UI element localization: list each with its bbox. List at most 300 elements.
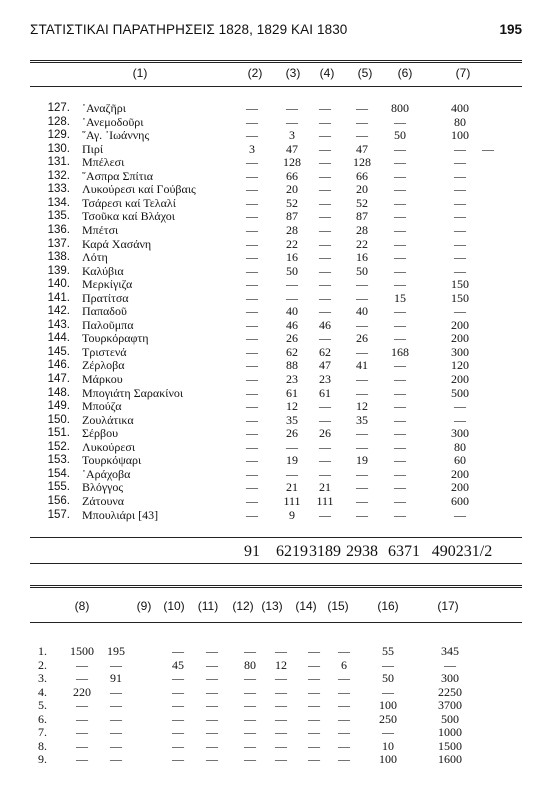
- place-name: Μπουλιάρι [43]: [82, 507, 159, 522]
- table-cell: —: [394, 236, 406, 251]
- row-number: 2.: [38, 657, 47, 672]
- table-cell: —: [356, 493, 368, 508]
- table-cell: 26: [286, 331, 298, 346]
- table-cell: —: [308, 644, 320, 658]
- table-cell: —: [246, 466, 258, 481]
- row-number: 157.: [47, 508, 70, 521]
- table-row: [0, 740, 550, 753]
- table-cell: —: [319, 250, 331, 265]
- place-name: ῞Αγ. ᾽Ιωάννης: [82, 128, 150, 143]
- table-cell: —: [356, 277, 368, 292]
- place-name: Παπαδοῦ: [82, 304, 127, 319]
- table-cell: —: [394, 507, 406, 522]
- row-number: 140.: [47, 278, 70, 291]
- table-cell: —: [246, 493, 258, 508]
- table-row: [0, 265, 550, 278]
- table-cell: 500: [441, 711, 459, 726]
- row-number: 6.: [38, 711, 47, 726]
- table-cell: 6: [341, 657, 347, 672]
- table-cell: 12: [275, 657, 287, 672]
- table-cell: —: [319, 114, 331, 129]
- table-cell: —: [275, 738, 287, 753]
- table-row: [0, 238, 550, 251]
- place-name: ῞Ασπρα Σπίτια: [82, 168, 154, 183]
- table-cell: 66: [356, 168, 368, 183]
- table-cell: 200: [451, 466, 469, 481]
- table-row: [0, 699, 550, 712]
- table-cell: —: [206, 725, 218, 739]
- table-row: [0, 645, 550, 658]
- table-cell: —: [244, 752, 256, 766]
- table2-column-header: (10): [163, 599, 185, 613]
- table-cell: 40: [356, 304, 368, 319]
- table-row: [0, 183, 550, 196]
- table-cell: —: [246, 372, 258, 386]
- table-cell: 50: [382, 671, 394, 685]
- table-cell: —: [206, 684, 218, 699]
- table-cell: —: [319, 155, 331, 170]
- table-cell: 100: [379, 698, 397, 712]
- table-cell: —: [246, 155, 258, 170]
- table1-column-header: (4): [319, 66, 335, 80]
- table-cell: 61: [286, 385, 298, 400]
- table-cell: —: [206, 711, 218, 726]
- table-cell: —: [394, 466, 406, 481]
- table-cell: —: [172, 752, 184, 766]
- table-cell: —: [394, 182, 406, 197]
- table-cell: —: [394, 358, 406, 373]
- table-cell: —: [319, 453, 331, 468]
- row-number: 7.: [38, 725, 47, 739]
- row-number: 143.: [47, 318, 70, 331]
- row-number: 141.: [47, 291, 70, 304]
- table-cell: 62: [286, 344, 298, 359]
- table-cell: —: [308, 725, 320, 739]
- table-row: [0, 441, 550, 454]
- row-number: 129.: [47, 129, 70, 142]
- table-row: [0, 278, 550, 291]
- place-name: Μερκίγιζα: [82, 277, 133, 292]
- total-cell: 490231/2: [431, 543, 493, 560]
- place-name: Παλοῦμπα: [82, 317, 134, 332]
- table-cell: —: [394, 331, 406, 346]
- table-cell: 66: [286, 168, 298, 183]
- table-cell: —: [319, 222, 331, 237]
- table-cell: —: [338, 725, 350, 739]
- table-cell: —: [444, 657, 456, 672]
- table-cell: 62: [319, 344, 331, 359]
- total-cell: 2938: [346, 543, 378, 560]
- table-cell: —: [394, 493, 406, 508]
- table-cell: 200: [451, 480, 469, 495]
- table-cell: 3700: [438, 698, 462, 712]
- table-cell: —: [394, 453, 406, 468]
- table-cell: 50: [356, 263, 368, 278]
- place-name: Πρατίτσα: [82, 290, 129, 305]
- table-cell: —: [246, 182, 258, 197]
- row-number: 9.: [38, 752, 47, 766]
- table-cell: 46: [319, 317, 331, 332]
- table-cell: 50: [394, 128, 406, 143]
- table-cell: 21: [286, 480, 298, 495]
- table-cell: 16: [286, 250, 298, 265]
- table-row: [0, 495, 550, 508]
- table-cell: —: [319, 195, 331, 210]
- row-number: 138.: [47, 251, 70, 264]
- row-number: 132.: [47, 169, 70, 182]
- table-cell: —: [356, 426, 368, 441]
- row-number: 154.: [47, 467, 70, 480]
- table-cell: —: [206, 698, 218, 712]
- table2-column-header: (9): [136, 599, 152, 613]
- table-cell: 111: [316, 493, 334, 508]
- running-header: [30, 22, 522, 42]
- table-row: [0, 373, 550, 386]
- table-cell: —: [275, 752, 287, 766]
- table-cell: —: [110, 725, 122, 739]
- table-cell: —: [394, 412, 406, 427]
- table-row: [0, 387, 550, 400]
- table-cell: —: [319, 168, 331, 183]
- table-cell: 26: [356, 331, 368, 346]
- table-cell: —: [206, 671, 218, 685]
- table-cell: 300: [451, 344, 469, 359]
- row-number: 8.: [38, 738, 47, 753]
- table-cell: 47: [319, 358, 331, 373]
- place-name: Σέρβου: [82, 426, 119, 441]
- table-cell: 500: [451, 385, 469, 400]
- table-cell: 45: [172, 657, 184, 672]
- table-row: [0, 713, 550, 726]
- table-cell: —: [246, 290, 258, 305]
- table-cell: 20: [356, 182, 368, 197]
- table-cell: —: [454, 195, 466, 210]
- place-name: Λυκούρεσι καί Γούβαις: [82, 182, 196, 197]
- table-cell: —: [76, 738, 88, 753]
- table1-bottom-rule: [30, 563, 522, 564]
- table-cell: —: [275, 644, 287, 658]
- table-cell: —: [76, 752, 88, 766]
- table-cell: —: [275, 684, 287, 699]
- table-cell: 60: [454, 453, 466, 468]
- table-cell: —: [246, 439, 258, 454]
- table-cell: —: [246, 209, 258, 224]
- table2-column-header: (15): [327, 599, 349, 613]
- table-cell: 128: [283, 155, 301, 170]
- table-cell: —: [319, 507, 331, 522]
- table-row: [0, 210, 550, 223]
- table-cell: —: [319, 439, 331, 454]
- table-cell: —: [356, 114, 368, 129]
- row-number: 150.: [47, 413, 70, 426]
- table-cell: —: [356, 507, 368, 522]
- table-row: [0, 156, 550, 169]
- table-cell: 26: [319, 426, 331, 441]
- row-number: 134.: [47, 196, 70, 209]
- table-cell: —: [454, 250, 466, 265]
- table2-top-rule: [30, 585, 522, 588]
- table-cell: —: [286, 466, 298, 481]
- table-cell: —: [338, 711, 350, 726]
- table-cell: —: [275, 725, 287, 739]
- table-cell: —: [246, 195, 258, 210]
- row-number: 147.: [47, 373, 70, 385]
- table-cell: —: [356, 372, 368, 386]
- table2-column-header: (14): [295, 599, 317, 613]
- table-cell: —: [286, 290, 298, 305]
- table-cell: 91: [110, 671, 122, 685]
- place-name: Τσάρεσι καί Τελαλί: [82, 195, 176, 210]
- table-cell: 300: [451, 426, 469, 441]
- place-name: Μπογιάτη Σαρακίνοι: [82, 385, 184, 400]
- row-number: 145.: [47, 345, 70, 358]
- table-cell: —: [308, 684, 320, 699]
- table-cell: —: [308, 698, 320, 712]
- table-cell: —: [244, 671, 256, 685]
- table-cell: —: [338, 738, 350, 753]
- table-cell: —: [338, 671, 350, 685]
- table-cell: —: [246, 385, 258, 400]
- table-cell: —: [319, 182, 331, 197]
- table-cell: —: [394, 372, 406, 386]
- total-cell: 91: [244, 543, 260, 560]
- table-cell: —: [394, 263, 406, 278]
- table-cell: —: [246, 277, 258, 292]
- table-cell: 100: [379, 752, 397, 766]
- table1-column-header: (7): [455, 66, 471, 80]
- table-cell: —: [356, 317, 368, 332]
- row-number: 142.: [47, 305, 70, 318]
- row-number: 133.: [47, 183, 70, 196]
- table-cell: 220: [73, 684, 91, 699]
- table-cell: —: [319, 331, 331, 346]
- table-row: [0, 197, 550, 210]
- table-cell: —: [454, 304, 466, 319]
- table-cell: —: [246, 250, 258, 265]
- row-number: 136.: [47, 223, 70, 236]
- row-number: 130.: [47, 142, 70, 155]
- table-cell: —: [454, 412, 466, 427]
- table-cell: 16: [356, 250, 368, 265]
- table-cell: —: [244, 725, 256, 739]
- table-cell: —: [246, 507, 258, 522]
- table-cell: —: [454, 263, 466, 278]
- table-cell: 47: [286, 141, 298, 156]
- table-cell: —: [308, 738, 320, 753]
- table-cell: 80: [244, 657, 256, 672]
- table1-column-header: (6): [397, 66, 413, 80]
- table-cell: —: [308, 657, 320, 672]
- table-cell: —: [246, 480, 258, 495]
- table-cell: —: [394, 304, 406, 319]
- table-cell: —: [454, 182, 466, 197]
- table-cell: —: [172, 725, 184, 739]
- table-cell: —: [319, 466, 331, 481]
- table-cell: —: [110, 752, 122, 766]
- table-row: [0, 305, 550, 318]
- table1-column-header: (1): [132, 66, 148, 80]
- table-cell: —: [454, 222, 466, 237]
- table-cell: 19: [356, 453, 368, 468]
- place-name: Ζάτουνα: [82, 493, 125, 508]
- table-cell: 28: [286, 222, 298, 237]
- place-name: Μπέλεσι: [82, 155, 125, 170]
- place-name: ῾Αναζῆρι: [82, 101, 126, 115]
- table-cell: —: [206, 657, 218, 672]
- table-cell: 35: [356, 412, 368, 427]
- table-cell: 128: [353, 155, 371, 170]
- table-cell: —: [356, 290, 368, 305]
- table-cell: 1500: [70, 644, 94, 658]
- place-name: Τουρκόψαρι: [82, 453, 142, 468]
- row-number: 5.: [38, 698, 47, 712]
- table-cell: —: [394, 480, 406, 495]
- table-cell: —: [172, 698, 184, 712]
- row-number: 151.: [47, 427, 70, 440]
- table-row: [0, 359, 550, 372]
- table-cell: 41: [356, 358, 368, 373]
- table-cell: —: [246, 344, 258, 359]
- table-cell: —: [110, 711, 122, 726]
- place-name: Καλύβια: [82, 263, 124, 278]
- table-cell: —: [246, 358, 258, 373]
- table-cell: —: [356, 439, 368, 454]
- table1-column-header: (3): [285, 66, 301, 80]
- table-cell: —: [308, 711, 320, 726]
- row-number: 155.: [47, 481, 70, 494]
- place-name: ῾Ανεμοδοῦρι: [82, 114, 144, 129]
- table-cell: —: [356, 128, 368, 143]
- table-cell: —: [110, 738, 122, 753]
- table-cell: —: [110, 684, 122, 699]
- table-cell: 150: [451, 290, 469, 305]
- table-cell: —: [172, 644, 184, 658]
- table-cell: 12: [286, 399, 298, 414]
- table-cell: —: [206, 738, 218, 753]
- table-cell: —: [319, 236, 331, 251]
- table-cell: —: [246, 453, 258, 468]
- table-cell: —: [454, 141, 466, 156]
- row-number: 3.: [38, 671, 47, 685]
- table-cell: 3: [249, 141, 255, 156]
- place-name: Βλόγγος: [82, 480, 124, 495]
- table-row: [0, 481, 550, 494]
- table-cell: 52: [356, 195, 368, 210]
- table2-column-header: (8): [74, 599, 90, 613]
- table-row: [0, 400, 550, 413]
- table-cell: —: [206, 752, 218, 766]
- table-cell: —: [394, 385, 406, 400]
- table-cell: —: [394, 250, 406, 265]
- table-cell: —: [356, 480, 368, 495]
- table-row: [0, 468, 550, 481]
- table-cell: 20: [286, 182, 298, 197]
- row-number: 1.: [38, 644, 47, 658]
- table-row: [0, 292, 550, 305]
- table-cell: —: [319, 263, 331, 278]
- table-cell: —: [244, 684, 256, 699]
- page-number: 195: [499, 22, 522, 37]
- table-cell: —: [356, 101, 368, 115]
- table-cell: —: [394, 155, 406, 170]
- table-cell: —: [338, 684, 350, 699]
- place-name: Μπέτσι: [82, 222, 119, 237]
- table-row: [0, 129, 550, 142]
- table-cell: 22: [286, 236, 298, 251]
- table-cell: —: [246, 168, 258, 183]
- row-number: 146.: [47, 359, 70, 372]
- place-name: Τσοῦκα καί Βλάχοι: [82, 209, 175, 224]
- place-name: Τριστενά: [82, 344, 127, 359]
- table-cell: —: [394, 222, 406, 237]
- table-row: [0, 509, 550, 522]
- table-cell: 1600: [438, 752, 462, 766]
- table-cell: —: [394, 114, 406, 129]
- table-cell: —: [244, 698, 256, 712]
- table-cell: —: [454, 168, 466, 183]
- table-cell: —: [246, 236, 258, 251]
- table-cell: 40: [286, 304, 298, 319]
- table-cell: —: [246, 263, 258, 278]
- table-row: [0, 102, 550, 115]
- table-cell: —: [454, 155, 466, 170]
- table-cell: —: [244, 711, 256, 726]
- table2-column-header: (11): [197, 599, 219, 613]
- table-cell: —: [356, 385, 368, 400]
- table-cell: —: [206, 644, 218, 658]
- table-cell: 52: [286, 195, 298, 210]
- table-cell: 87: [356, 209, 368, 224]
- table1-column-header: (5): [357, 66, 373, 80]
- table-cell: 87: [286, 209, 298, 224]
- table-row: [0, 726, 550, 739]
- table-cell: —: [246, 317, 258, 332]
- table-cell: —: [244, 738, 256, 753]
- table-cell: —: [454, 399, 466, 414]
- table-row: [0, 686, 550, 699]
- place-name: Λυκούρεσι: [82, 439, 136, 454]
- table-cell: —: [382, 725, 394, 739]
- total-cell: 3189: [309, 543, 341, 560]
- table-cell: —: [382, 684, 394, 699]
- table-cell: —: [246, 114, 258, 129]
- table-cell: —: [286, 114, 298, 129]
- row-number: 152.: [47, 440, 70, 453]
- table-cell: —: [319, 141, 331, 156]
- table-cell: —: [356, 466, 368, 481]
- table-cell: —: [308, 671, 320, 685]
- table-cell: —: [319, 209, 331, 224]
- table-row: [0, 170, 550, 183]
- row-number: 131.: [47, 156, 70, 169]
- table-cell: —: [275, 698, 287, 712]
- table-cell: 300: [441, 671, 459, 685]
- table-cell: —: [338, 698, 350, 712]
- row-number: 144.: [47, 332, 70, 345]
- table-cell: —: [356, 344, 368, 359]
- table-cell: 800: [391, 101, 409, 115]
- place-name: Μάρκου: [82, 372, 123, 386]
- row-number: 149.: [47, 400, 70, 413]
- table-cell: —: [394, 399, 406, 414]
- table-cell: —: [382, 657, 394, 672]
- table-cell: —: [76, 698, 88, 712]
- table-cell: 400: [451, 101, 469, 115]
- table-cell: —: [394, 195, 406, 210]
- place-name: Πιρί: [82, 141, 104, 156]
- row-number: 153.: [47, 454, 70, 467]
- table-cell: 12: [356, 399, 368, 414]
